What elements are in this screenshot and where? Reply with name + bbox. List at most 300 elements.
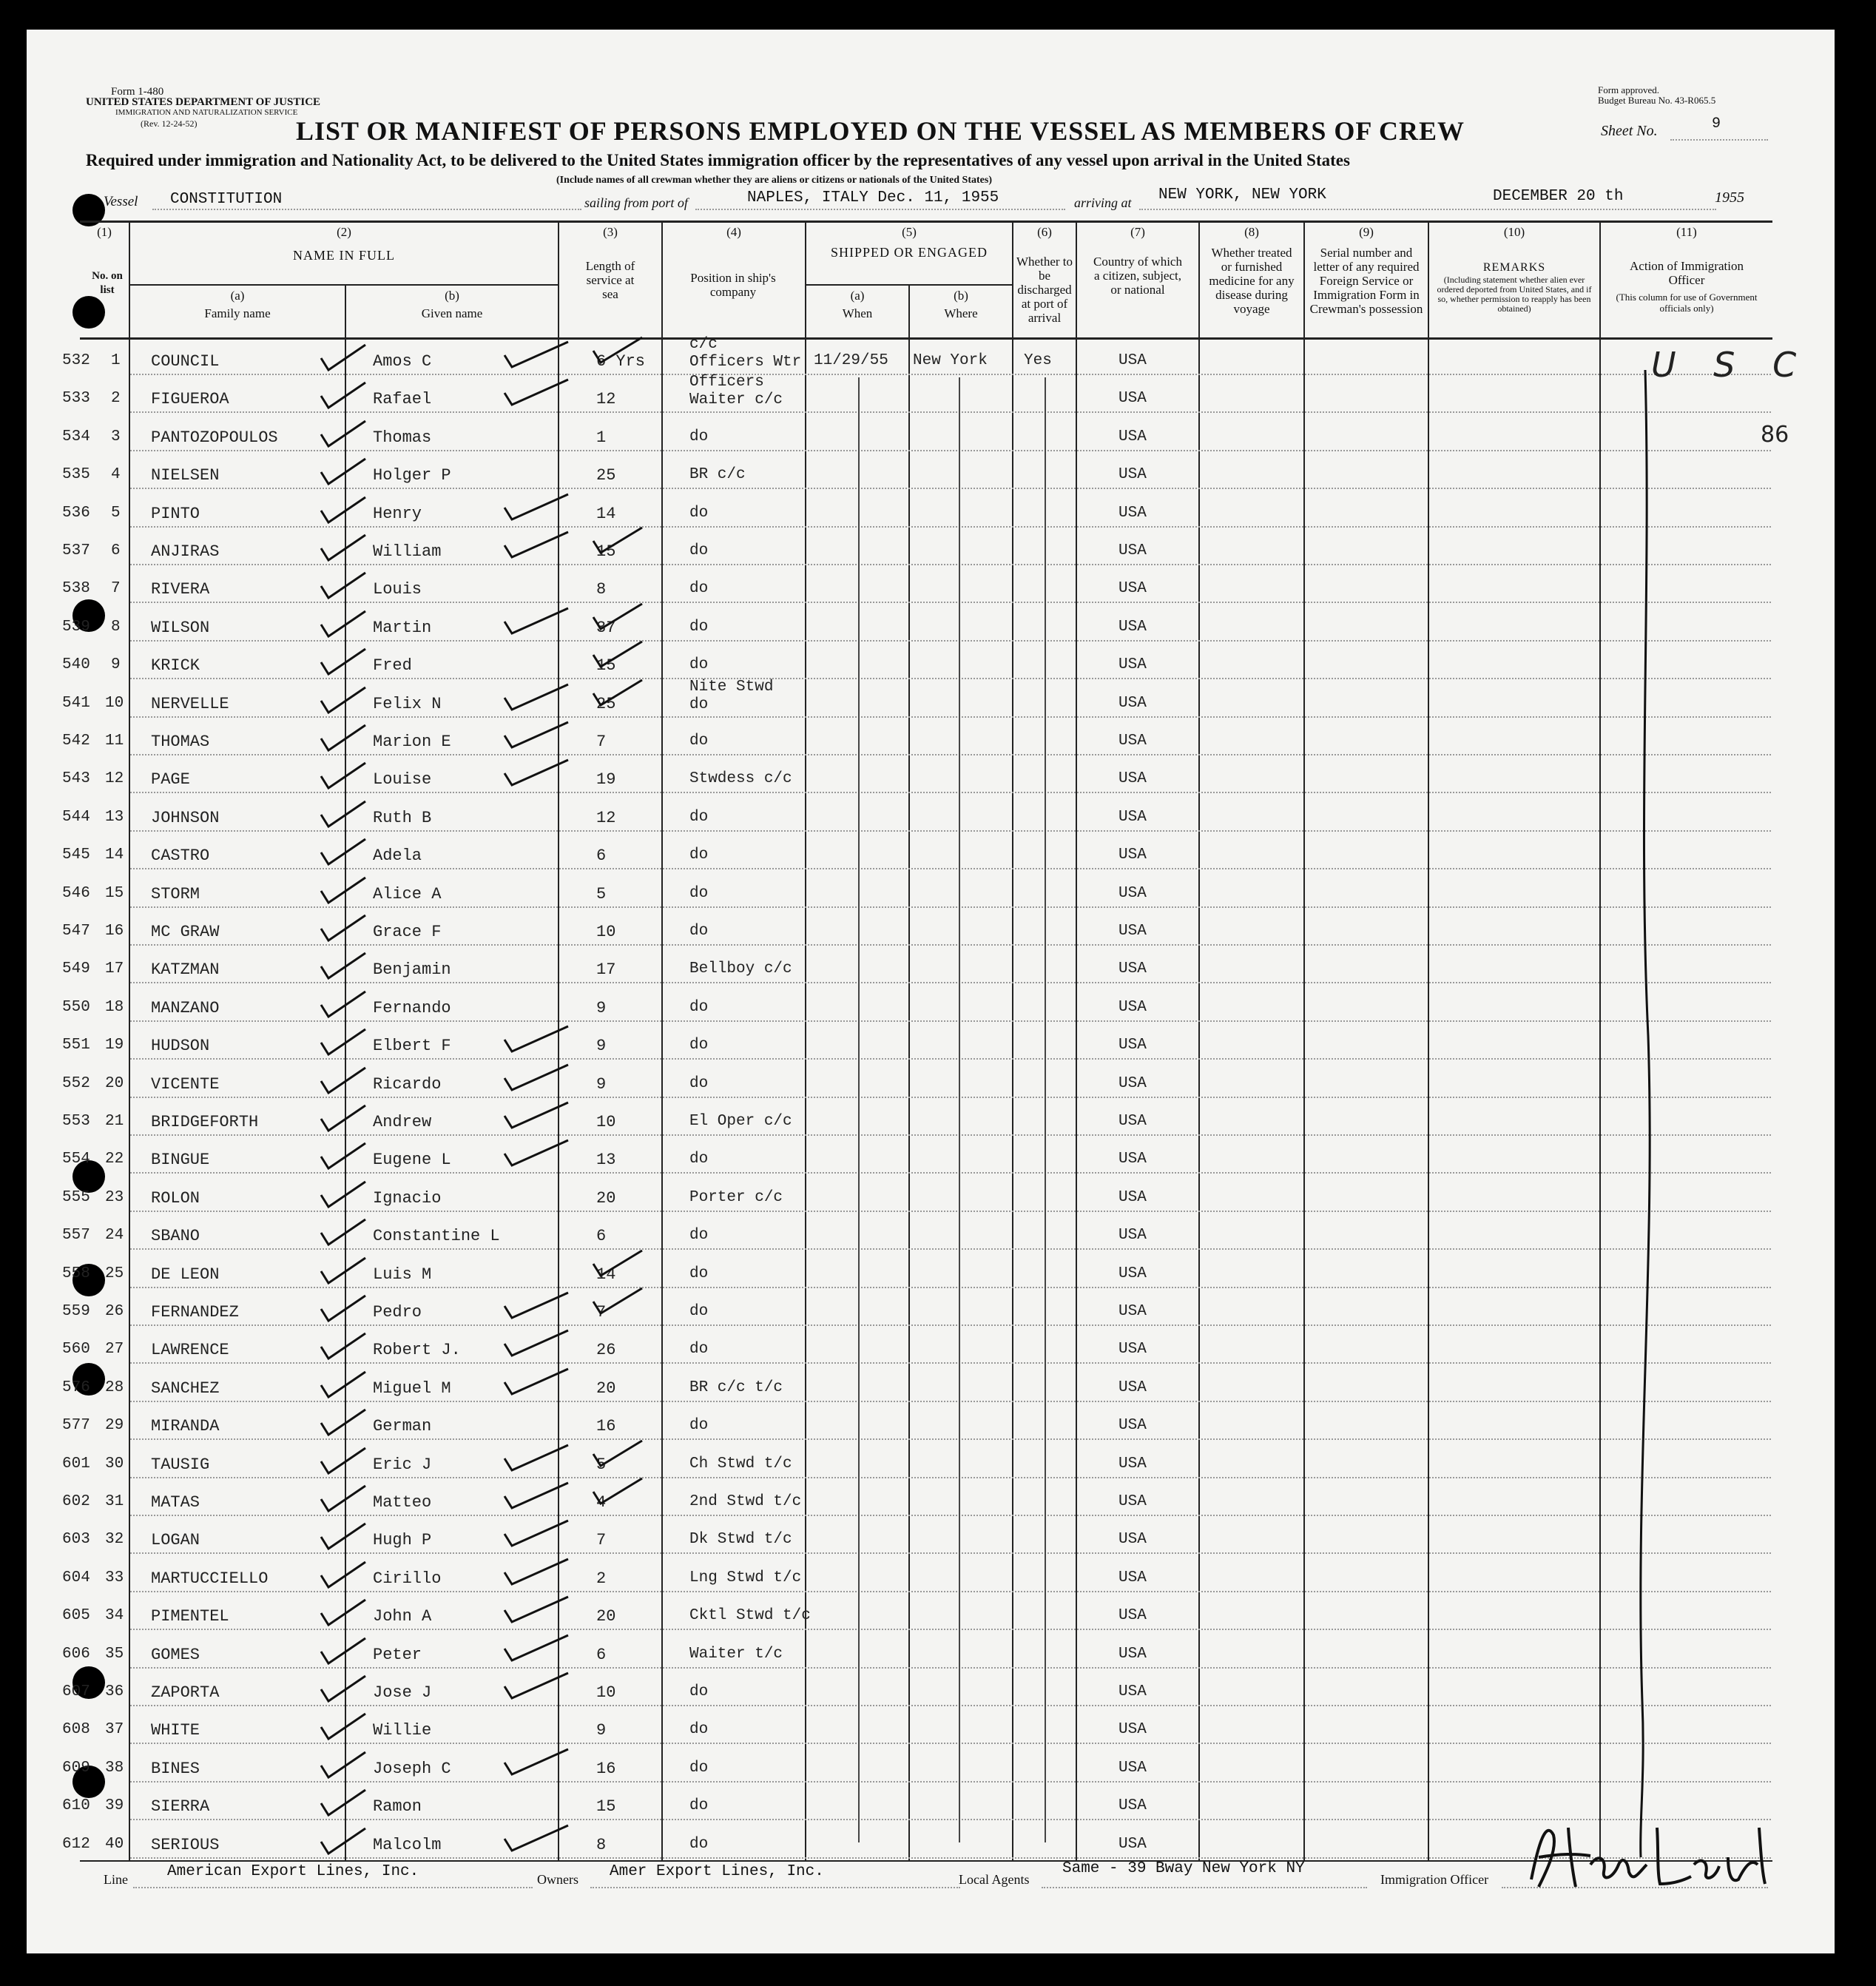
given-check-mark xyxy=(503,1062,570,1094)
row-number: 33 xyxy=(105,1569,124,1586)
given-name: Peter xyxy=(373,1646,422,1664)
line-value: American Export Lines, Inc. xyxy=(167,1863,419,1880)
given-name: Henry xyxy=(373,505,422,523)
family-check-mark xyxy=(320,875,367,907)
row-number: 27 xyxy=(105,1341,124,1358)
length-check-mark xyxy=(592,525,644,557)
country: USA xyxy=(1118,1341,1147,1358)
family-check-mark xyxy=(320,798,367,831)
position-top-line: c/c xyxy=(689,336,718,353)
family-check-mark xyxy=(320,494,367,527)
family-check-mark xyxy=(320,1026,367,1059)
given-name: Hugh P xyxy=(373,1531,432,1549)
row-list-id: 603 xyxy=(62,1531,90,1548)
family-name: MANZANO xyxy=(151,999,220,1017)
length-of-service: 12 xyxy=(596,390,616,408)
row-number: 31 xyxy=(105,1493,124,1510)
family-check-mark xyxy=(320,836,367,869)
length-of-service: 2 xyxy=(596,1569,607,1588)
position: do xyxy=(689,1760,709,1777)
country: USA xyxy=(1118,1075,1147,1092)
position: do xyxy=(689,733,709,750)
length-of-service: 6 xyxy=(596,1646,607,1664)
given-name: Fernando xyxy=(373,999,451,1017)
row-list-id: 535 xyxy=(62,466,90,483)
length-check-mark xyxy=(592,1438,644,1470)
family-name: PANTOZOPOULOS xyxy=(151,428,278,447)
length-of-service: 26 xyxy=(596,1341,616,1359)
given-name: Malcolm xyxy=(373,1836,442,1854)
col5-number: (5) xyxy=(902,225,917,239)
length-of-service: 7 xyxy=(596,1531,607,1549)
family-name: MARTUCCIELLO xyxy=(151,1569,269,1588)
usc-annotation: U S C xyxy=(1651,345,1810,385)
country: USA xyxy=(1118,695,1147,712)
length-of-service: 9 xyxy=(596,1075,607,1094)
given-name: Eugene L xyxy=(373,1151,451,1169)
row-list-id: 609 xyxy=(62,1760,90,1777)
row-number: 5 xyxy=(111,505,121,522)
row-list-id: 607 xyxy=(62,1683,90,1700)
col5-header: SHIPPED OR ENGAGED xyxy=(830,245,988,260)
length-check-mark xyxy=(592,1285,644,1318)
given-check-mark xyxy=(503,681,570,714)
shipped-when: 11/29/55 xyxy=(814,352,888,369)
budget-bureau: Budget Bureau No. 43-R065.5 xyxy=(1598,95,1716,106)
family-name: NERVELLE xyxy=(151,695,229,713)
family-check-mark xyxy=(320,1407,367,1439)
given-check-mark xyxy=(503,1290,570,1322)
given-check-mark xyxy=(503,1327,570,1360)
vessel-label: Vessel xyxy=(104,194,138,209)
row-list-id: 544 xyxy=(62,809,90,826)
family-name: MATAS xyxy=(151,1493,200,1512)
country: USA xyxy=(1118,1797,1147,1814)
row-list-id: 604 xyxy=(62,1569,90,1586)
col8-header: Whether treated or furnished medicine for any disease during voyage xyxy=(1209,246,1295,316)
country: USA xyxy=(1118,1417,1147,1434)
given-name: Elbert F xyxy=(373,1037,451,1055)
country: USA xyxy=(1118,580,1147,597)
shipped-where: New York xyxy=(913,352,988,369)
family-name: THOMAS xyxy=(151,733,210,751)
row-number: 9 xyxy=(111,656,121,673)
row-number: 26 xyxy=(105,1303,124,1320)
col11-number: (11) xyxy=(1676,225,1697,239)
row-number: 32 xyxy=(105,1531,124,1548)
row-list-id: 576 xyxy=(62,1379,90,1396)
col1-number: (1) xyxy=(97,225,112,239)
family-check-mark xyxy=(320,1216,367,1249)
row-number: 29 xyxy=(105,1417,124,1434)
row-number: 16 xyxy=(105,923,124,940)
row-list-id: 551 xyxy=(62,1037,90,1054)
country: USA xyxy=(1118,1189,1147,1206)
country: USA xyxy=(1118,1760,1147,1777)
position: El Oper c/c xyxy=(689,1113,792,1130)
position: do xyxy=(689,542,709,559)
col2a-header: Family name xyxy=(204,306,271,320)
given-name: Constantine L xyxy=(373,1227,500,1245)
family-name: BINES xyxy=(151,1760,200,1778)
given-name: Benjamin xyxy=(373,960,451,979)
family-name: PAGE xyxy=(151,770,190,789)
length-check-mark xyxy=(592,334,644,367)
given-name: German xyxy=(373,1417,432,1435)
country: USA xyxy=(1118,619,1147,636)
family-name: LAWRENCE xyxy=(151,1341,229,1359)
row-list-id: 606 xyxy=(62,1646,90,1663)
ditto-line xyxy=(858,377,860,1842)
arriving-at: NEW YORK, NEW YORK xyxy=(1158,186,1326,203)
country: USA xyxy=(1118,885,1147,902)
col11-note: (This column for use of Government officials only) xyxy=(1616,292,1758,314)
col9-number: (9) xyxy=(1359,225,1374,239)
country: USA xyxy=(1118,960,1147,977)
given-check-mark xyxy=(503,1137,570,1170)
country: USA xyxy=(1118,1151,1147,1168)
ditto-line xyxy=(959,377,960,1842)
col2b-number: (b) xyxy=(445,289,459,303)
family-name: WHITE xyxy=(151,1721,200,1740)
row-number: 35 xyxy=(105,1646,124,1663)
family-name: FIGUEROA xyxy=(151,390,229,408)
given-name: Matteo xyxy=(373,1493,432,1512)
family-name: PINTO xyxy=(151,505,200,523)
length-of-service: 9 xyxy=(596,1721,607,1740)
given-name: Pedro xyxy=(373,1303,422,1322)
given-check-mark xyxy=(503,1746,570,1779)
row-list-id: 542 xyxy=(62,733,90,750)
given-name: Adela xyxy=(373,846,422,865)
col6-header: Whether to be discharged at port of arrival xyxy=(1016,255,1073,325)
family-check-mark xyxy=(320,1825,367,1858)
row-number: 24 xyxy=(105,1227,124,1244)
row-number: 13 xyxy=(105,809,124,826)
family-name: RIVERA xyxy=(151,580,210,599)
country: USA xyxy=(1118,1379,1147,1396)
given-name: William xyxy=(373,542,442,561)
row-number: 12 xyxy=(105,770,124,787)
family-check-mark xyxy=(320,1140,367,1173)
position: BR c/c t/c xyxy=(689,1379,783,1396)
family-name: PIMENTEL xyxy=(151,1607,229,1626)
arriving-label: arriving at xyxy=(1074,195,1132,210)
length-of-service: 25 xyxy=(596,695,616,713)
given-check-mark xyxy=(503,1822,570,1855)
country: USA xyxy=(1118,846,1147,864)
given-name: Felix N xyxy=(373,695,442,713)
family-check-mark xyxy=(320,684,367,717)
position: do xyxy=(689,1075,709,1092)
row-list-id: 538 xyxy=(62,580,90,597)
position: do xyxy=(689,505,709,522)
length-of-service: 17 xyxy=(596,960,616,979)
length-of-service: 5 xyxy=(596,885,607,903)
given-name: Martin xyxy=(373,619,432,637)
given-check-mark xyxy=(503,605,570,638)
col1-header: No. on list xyxy=(92,270,123,296)
given-name: John A xyxy=(373,1607,432,1626)
row-list-id: 608 xyxy=(62,1721,90,1738)
given-name: Robert J. xyxy=(373,1341,461,1359)
row-number: 38 xyxy=(105,1760,124,1777)
given-check-mark xyxy=(503,1632,570,1665)
row-list-id: 610 xyxy=(62,1797,90,1814)
given-check-mark xyxy=(503,529,570,562)
family-check-mark xyxy=(320,722,367,755)
owners-label: Owners xyxy=(537,1872,578,1887)
col10-header: REMARKS xyxy=(1482,261,1546,274)
row-number: 37 xyxy=(105,1721,124,1738)
family-name: SERIOUS xyxy=(151,1836,220,1854)
department: UNITED STATES DEPARTMENT OF JUSTICE xyxy=(86,96,321,108)
arrival-date: DECEMBER 20 th xyxy=(1493,188,1624,205)
family-check-mark xyxy=(320,456,367,488)
punch-hole xyxy=(72,296,105,329)
col5b-number: (b) xyxy=(954,289,968,303)
line-label: Line xyxy=(104,1872,128,1887)
position: Dk Stwd t/c xyxy=(689,1531,792,1548)
position: Waiter t/c xyxy=(689,1646,783,1663)
row-list-id: 555 xyxy=(62,1189,90,1206)
length-of-service: 20 xyxy=(596,1189,616,1208)
given-name: Ramon xyxy=(373,1797,422,1816)
row-number: 28 xyxy=(105,1379,124,1396)
form-approved: Form approved. xyxy=(1598,84,1660,95)
position: do xyxy=(689,1797,709,1814)
family-check-mark xyxy=(320,1330,367,1363)
position: do xyxy=(689,696,709,713)
family-check-mark xyxy=(320,1787,367,1820)
length-of-service: 13 xyxy=(596,1151,616,1169)
length-check-mark xyxy=(592,677,644,710)
position: do xyxy=(689,1265,709,1282)
family-name: JOHNSON xyxy=(151,809,220,827)
row-list-id: 559 xyxy=(62,1303,90,1320)
position: do xyxy=(689,656,709,673)
sailing-from: NAPLES, ITALY Dec. 11, 1955 xyxy=(747,189,999,206)
row-list-id: 540 xyxy=(62,656,90,673)
given-name: Willie xyxy=(373,1721,432,1740)
position-top-line: Officers xyxy=(689,374,764,391)
row-number: 1 xyxy=(111,352,121,369)
family-name: CASTRO xyxy=(151,846,210,865)
row-number: 25 xyxy=(105,1265,124,1282)
given-name: Rafael xyxy=(373,390,432,408)
family-name: ZAPORTA xyxy=(151,1683,220,1702)
row-list-id: 605 xyxy=(62,1607,90,1624)
country: USA xyxy=(1118,1531,1147,1548)
row-number: 14 xyxy=(105,846,124,864)
col6-number: (6) xyxy=(1037,225,1052,239)
owners-value: Amer Export Lines, Inc. xyxy=(610,1863,824,1880)
length-of-service: 10 xyxy=(596,1113,616,1131)
position: do xyxy=(689,1341,709,1358)
position: do xyxy=(689,1836,709,1853)
given-name: Amos C xyxy=(373,352,432,371)
row-number: 7 xyxy=(111,580,121,597)
officer-signature xyxy=(1524,1813,1775,1894)
given-name: Thomas xyxy=(373,428,432,447)
row-list-id: 532 xyxy=(62,352,90,369)
row-number: 40 xyxy=(105,1836,124,1853)
length-of-service: 7 xyxy=(596,1303,607,1322)
length-check-mark xyxy=(592,1248,644,1280)
length-of-service: 12 xyxy=(596,809,616,827)
row-list-id: 539 xyxy=(62,619,90,636)
length-of-service: 20 xyxy=(596,1607,616,1626)
given-name: Joseph C xyxy=(373,1760,451,1778)
row-list-id: 557 xyxy=(62,1227,90,1244)
row-number: 21 xyxy=(105,1113,124,1130)
family-check-mark xyxy=(320,760,367,792)
length-of-service: 8 xyxy=(596,580,607,599)
discharge: Yes xyxy=(1024,352,1052,369)
length-check-mark xyxy=(592,639,644,671)
form-subtitle: Required under immigration and Nationality Act, to be delivered to the United States immigration officer by the representatives of any vessel upon arrival in the United States xyxy=(86,151,1350,169)
sheet-number: 9 xyxy=(1712,115,1721,132)
row-list-id: 541 xyxy=(62,695,90,712)
family-name: COUNCIL xyxy=(151,352,220,371)
given-check-mark xyxy=(503,491,570,524)
row-number: 23 xyxy=(105,1189,124,1206)
family-check-mark xyxy=(320,608,367,641)
length-of-service: 10 xyxy=(596,1683,616,1702)
col2-header: NAME IN FULL xyxy=(293,248,395,263)
position: do xyxy=(689,999,709,1016)
family-check-mark xyxy=(320,1065,367,1097)
country: USA xyxy=(1118,352,1147,369)
length-of-service: 9 xyxy=(596,1037,607,1055)
given-name: Louise xyxy=(373,770,432,789)
row-list-id: 558 xyxy=(62,1265,90,1282)
length-of-service: 1 xyxy=(596,428,607,447)
col10-number: (10) xyxy=(1503,225,1525,239)
family-check-mark xyxy=(320,1711,367,1743)
col5b-header: Where xyxy=(944,306,978,320)
page-note: 86 xyxy=(1761,422,1789,448)
col11-header: Action of Immigration Officer xyxy=(1630,259,1744,287)
country: USA xyxy=(1118,770,1147,787)
length-of-service: 16 xyxy=(596,1417,616,1435)
given-check-mark xyxy=(503,757,570,790)
given-name: Alice A xyxy=(373,885,442,903)
position-top-line: Nite Stwd xyxy=(689,679,774,696)
family-check-mark xyxy=(320,1635,367,1668)
family-name: LOGAN xyxy=(151,1531,200,1549)
length-of-service: 20 xyxy=(596,1379,616,1398)
family-name: MIRANDA xyxy=(151,1417,220,1435)
col3-header: Length of service at sea xyxy=(585,259,635,301)
length-check-mark xyxy=(592,1475,644,1508)
row-list-id: 601 xyxy=(62,1455,90,1472)
position: 2nd Stwd t/c xyxy=(689,1493,802,1510)
position: do xyxy=(689,923,709,940)
country: USA xyxy=(1118,390,1147,407)
family-name: KRICK xyxy=(151,656,200,675)
family-name: SBANO xyxy=(151,1227,200,1245)
family-check-mark xyxy=(320,1483,367,1515)
position: Porter c/c xyxy=(689,1189,783,1206)
length-of-service: 6 Yrs xyxy=(596,352,646,371)
family-name: SIERRA xyxy=(151,1797,210,1816)
row-number: 22 xyxy=(105,1151,124,1168)
given-name: Holger P xyxy=(373,466,451,485)
country: USA xyxy=(1118,505,1147,522)
row-list-id: 546 xyxy=(62,885,90,902)
family-check-mark xyxy=(320,1521,367,1553)
position: Officers Wtr xyxy=(689,354,802,371)
position: Cktl Stwd t/c xyxy=(689,1607,811,1624)
family-name: ROLON xyxy=(151,1189,200,1208)
position: do xyxy=(689,1037,709,1054)
length-of-service: 19 xyxy=(596,770,616,789)
given-check-mark xyxy=(503,1594,570,1626)
row-list-id: 554 xyxy=(62,1151,90,1168)
given-check-mark xyxy=(503,1518,570,1550)
row-list-id: 553 xyxy=(62,1113,90,1130)
row-number: 19 xyxy=(105,1037,124,1054)
given-name: Luis M xyxy=(373,1265,432,1284)
length-of-service: 8 xyxy=(596,1836,607,1854)
country: USA xyxy=(1118,1683,1147,1700)
country: USA xyxy=(1118,428,1147,445)
given-check-mark xyxy=(503,1670,570,1703)
position: do xyxy=(689,1151,709,1168)
row-number: 20 xyxy=(105,1075,124,1092)
length-of-service: 15 xyxy=(596,656,616,675)
country: USA xyxy=(1118,466,1147,483)
family-check-mark xyxy=(320,1179,367,1211)
row-list-id: 552 xyxy=(62,1075,90,1092)
family-check-mark xyxy=(320,1597,367,1629)
col5a-number: (a) xyxy=(850,289,865,303)
family-check-mark xyxy=(320,646,367,679)
agents-label: Local Agents xyxy=(959,1872,1030,1887)
sailing-label: sailing from port of xyxy=(584,195,688,210)
row-list-id: 577 xyxy=(62,1417,90,1434)
col5a-header: When xyxy=(842,306,873,320)
given-name: Ignacio xyxy=(373,1189,442,1208)
service: IMMIGRATION AND NATURALIZATION SERVICE xyxy=(115,108,298,117)
family-name: SANCHEZ xyxy=(151,1379,220,1398)
family-check-mark xyxy=(320,1445,367,1478)
family-check-mark xyxy=(320,1293,367,1325)
length-of-service: 9 xyxy=(596,999,607,1017)
position: Stwdess c/c xyxy=(689,770,792,787)
family-name: KATZMAN xyxy=(151,960,220,979)
given-check-mark xyxy=(503,339,570,371)
col7-number: (7) xyxy=(1130,225,1145,239)
length-check-mark xyxy=(592,601,644,633)
length-of-service: 7 xyxy=(596,733,607,751)
form-note: (Include names of all crewman whether they are aliens or citizens or nationals of the United States) xyxy=(556,175,992,186)
col4-number: (4) xyxy=(726,225,741,239)
family-check-mark xyxy=(320,1749,367,1782)
country: USA xyxy=(1118,1607,1147,1624)
form-number: Form 1-480 xyxy=(111,86,164,98)
row-number: 2 xyxy=(111,390,121,407)
row-list-id: 547 xyxy=(62,923,90,940)
row-number: 11 xyxy=(105,733,124,750)
country: USA xyxy=(1118,542,1147,559)
given-check-mark xyxy=(503,1480,570,1512)
country: USA xyxy=(1118,1227,1147,1244)
length-of-service: 14 xyxy=(596,505,616,523)
family-name: NIELSEN xyxy=(151,466,220,485)
family-name: BRIDGEFORTH xyxy=(151,1113,259,1131)
